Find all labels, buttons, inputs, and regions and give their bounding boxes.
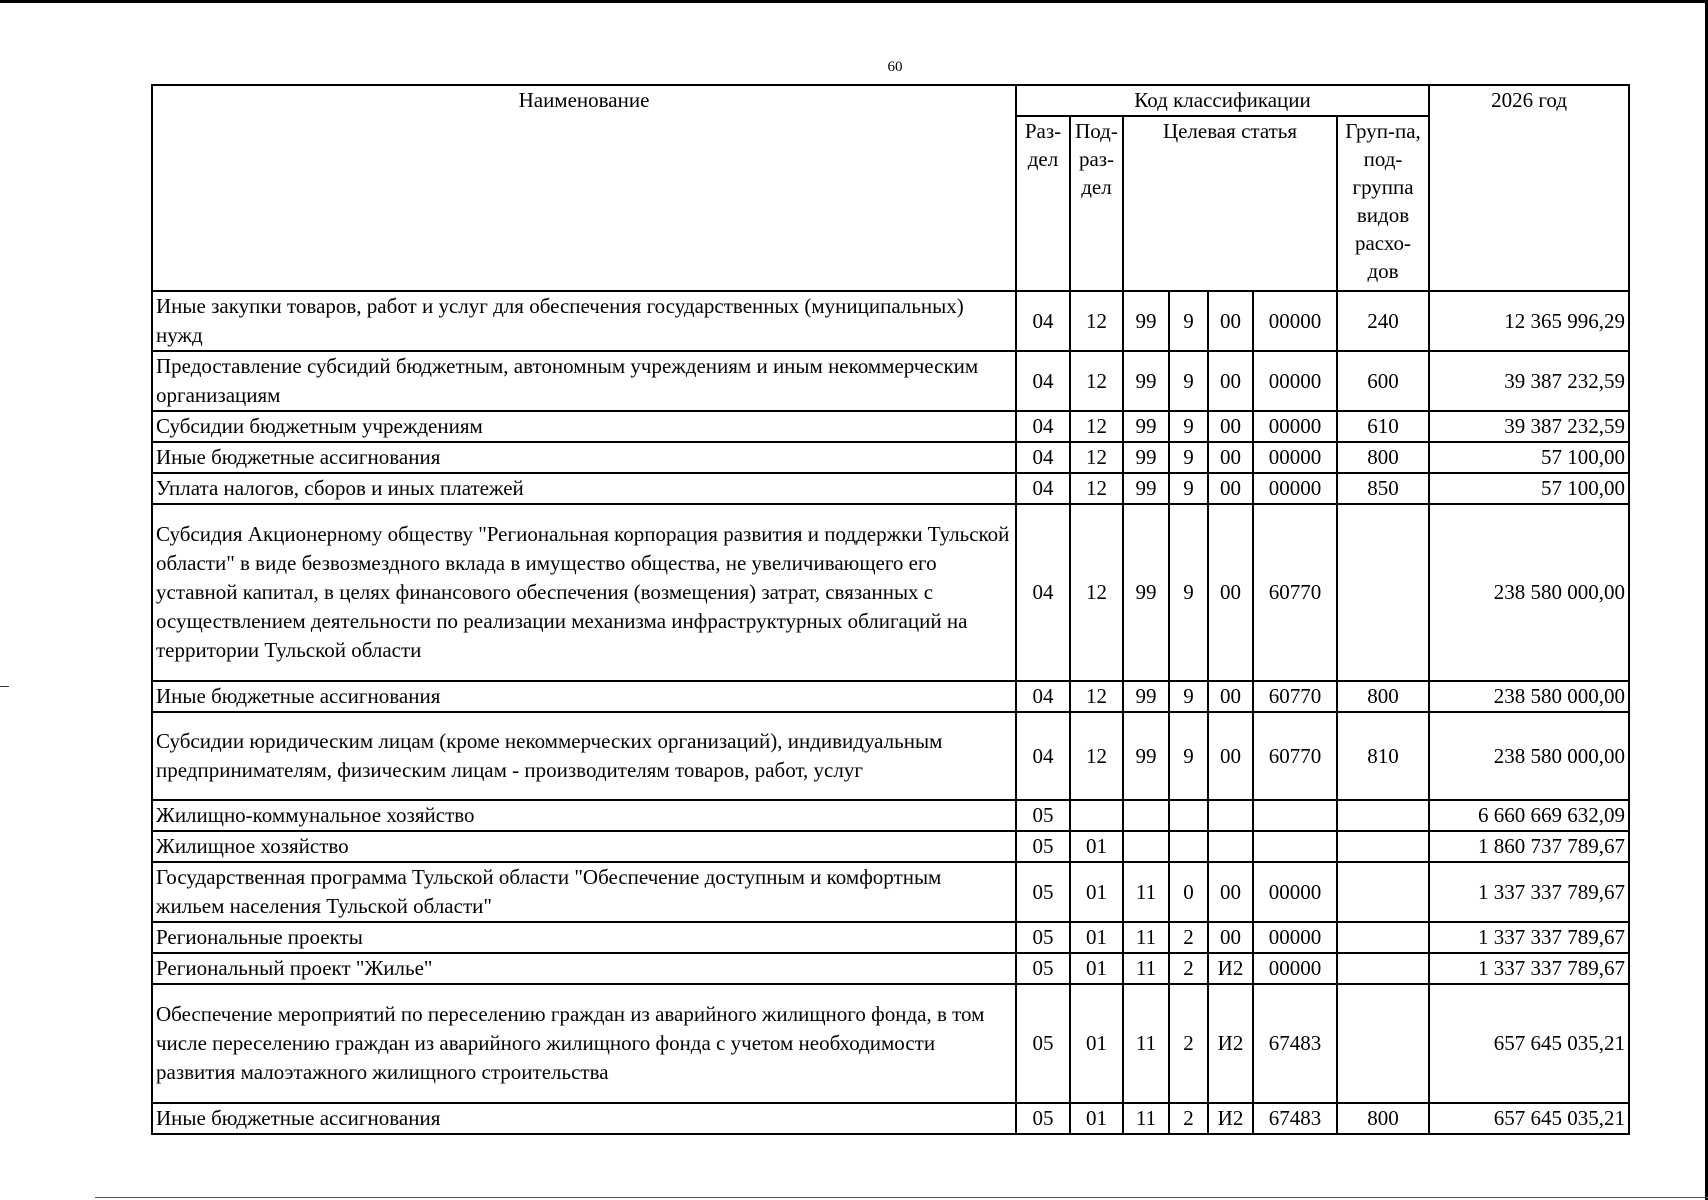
table-row <box>152 504 1629 681</box>
row-amount: 238 580 000,00 <box>1429 712 1629 800</box>
scan-mark <box>0 686 9 687</box>
table-row <box>152 800 1629 831</box>
row-expense-group: 600 <box>1337 351 1429 411</box>
row-expense-group <box>1337 984 1429 1103</box>
row-target-program: 11 <box>1123 922 1169 953</box>
row-target-direction: 00000 <box>1253 351 1337 411</box>
row-target-program <box>1123 800 1169 831</box>
row-target-subprogram: 2 <box>1169 953 1208 984</box>
row-target-event: И2 <box>1208 984 1253 1103</box>
row-name: Региональный проект "Жилье" <box>152 953 1016 984</box>
row-amount: 238 580 000,00 <box>1429 504 1629 681</box>
row-name: Уплата налогов, сборов и иных платежей <box>152 473 1016 504</box>
row-target-direction <box>1253 831 1337 862</box>
row-target-program: 99 <box>1123 681 1169 712</box>
row-amount: 657 645 035,21 <box>1429 984 1629 1103</box>
row-target-program: 99 <box>1123 442 1169 473</box>
row-section: 05 <box>1016 1103 1070 1134</box>
row-target-event: И2 <box>1208 953 1253 984</box>
row-target-direction: 60770 <box>1253 712 1337 800</box>
row-target-event: 00 <box>1208 291 1253 351</box>
row-expense-group: 810 <box>1337 712 1429 800</box>
row-target-subprogram: 9 <box>1169 411 1208 442</box>
row-section: 05 <box>1016 953 1070 984</box>
row-name: Иные бюджетные ассигнования <box>152 681 1016 712</box>
row-target-program: 99 <box>1123 291 1169 351</box>
scan-border-top <box>0 0 1708 3</box>
table-row <box>152 351 1629 411</box>
row-subsection: 12 <box>1070 442 1123 473</box>
row-subsection: 12 <box>1070 291 1123 351</box>
table-row <box>152 473 1629 504</box>
row-subsection: 01 <box>1070 953 1123 984</box>
row-target-subprogram: 9 <box>1169 681 1208 712</box>
row-target-event <box>1208 800 1253 831</box>
row-target-event: 00 <box>1208 681 1253 712</box>
row-target-program: 99 <box>1123 411 1169 442</box>
row-target-program: 99 <box>1123 351 1169 411</box>
table-row <box>152 831 1629 862</box>
scan-border-bottom <box>95 1197 1708 1198</box>
row-amount: 1 337 337 789,67 <box>1429 862 1629 922</box>
table-row <box>152 984 1629 1103</box>
row-name: Государственная программа Тульской области "Обеспечение доступным и комфортным жильем населения Тульской области" <box>152 862 1016 922</box>
row-subsection: 01 <box>1070 1103 1123 1134</box>
row-target-event <box>1208 831 1253 862</box>
row-section: 04 <box>1016 712 1070 800</box>
row-target-event: 00 <box>1208 351 1253 411</box>
row-expense-group <box>1337 800 1429 831</box>
row-target-direction: 60770 <box>1253 681 1337 712</box>
row-target-subprogram: 9 <box>1169 442 1208 473</box>
row-subsection: 12 <box>1070 681 1123 712</box>
row-name: Предоставление субсидий бюджетным, автономным учреждениям и иным некоммерческим организациям <box>152 351 1016 411</box>
row-target-direction <box>1253 800 1337 831</box>
row-target-program: 99 <box>1123 712 1169 800</box>
table-row <box>152 291 1629 351</box>
row-expense-group: 800 <box>1337 1103 1429 1134</box>
row-target-program: 11 <box>1123 862 1169 922</box>
row-target-subprogram <box>1169 831 1208 862</box>
row-section: 05 <box>1016 831 1070 862</box>
row-name: Иные бюджетные ассигнования <box>152 1103 1016 1134</box>
table-row <box>152 1103 1629 1134</box>
row-expense-group: 800 <box>1337 681 1429 712</box>
row-target-direction: 00000 <box>1253 862 1337 922</box>
table-row <box>152 862 1629 922</box>
row-target-subprogram: 9 <box>1169 504 1208 681</box>
row-section: 04 <box>1016 411 1070 442</box>
row-name: Жилищно-коммунальное хозяйство <box>152 800 1016 831</box>
row-name: Иные закупки товаров, работ и услуг для обеспечения государственных (муниципальных) нужд <box>152 291 1016 351</box>
row-expense-group <box>1337 862 1429 922</box>
header-target: Целевая статья <box>1123 116 1337 291</box>
row-target-direction: 00000 <box>1253 473 1337 504</box>
row-section: 05 <box>1016 862 1070 922</box>
row-target-event: И2 <box>1208 1103 1253 1134</box>
header-group: Груп-па, под-группа видов расхо-дов <box>1337 116 1429 291</box>
row-name: Субсидии бюджетным учреждениям <box>152 411 1016 442</box>
row-section: 05 <box>1016 922 1070 953</box>
row-amount: 39 387 232,59 <box>1429 351 1629 411</box>
row-amount: 657 645 035,21 <box>1429 1103 1629 1134</box>
row-expense-group <box>1337 953 1429 984</box>
table-row <box>152 411 1629 442</box>
row-name: Иные бюджетные ассигнования <box>152 442 1016 473</box>
header-name: Наименование <box>152 85 1016 291</box>
row-expense-group <box>1337 831 1429 862</box>
row-section: 05 <box>1016 800 1070 831</box>
page-number: 60 <box>887 59 903 75</box>
row-section: 04 <box>1016 291 1070 351</box>
row-target-direction: 00000 <box>1253 291 1337 351</box>
row-section: 04 <box>1016 351 1070 411</box>
row-target-event: 00 <box>1208 712 1253 800</box>
row-subsection: 12 <box>1070 411 1123 442</box>
row-subsection: 12 <box>1070 712 1123 800</box>
row-target-subprogram: 9 <box>1169 351 1208 411</box>
row-amount: 12 365 996,29 <box>1429 291 1629 351</box>
row-subsection: 12 <box>1070 504 1123 681</box>
row-section: 04 <box>1016 504 1070 681</box>
budget-table <box>151 84 1630 1135</box>
row-amount: 39 387 232,59 <box>1429 411 1629 442</box>
row-name: Обеспечение мероприятий по переселению граждан из аварийного жилищного фонда, в том числе переселению граждан из аварийного жилищного фонда с учетом необходимости развития малоэтажного жилищного строительства <box>152 984 1016 1103</box>
row-target-event: 00 <box>1208 411 1253 442</box>
row-target-direction: 00000 <box>1253 922 1337 953</box>
row-name: Жилищное хозяйство <box>152 831 1016 862</box>
table-row <box>152 953 1629 984</box>
row-subsection: 01 <box>1070 862 1123 922</box>
row-target-subprogram: 2 <box>1169 1103 1208 1134</box>
row-amount: 57 100,00 <box>1429 473 1629 504</box>
row-target-event: 00 <box>1208 862 1253 922</box>
row-section: 05 <box>1016 984 1070 1103</box>
row-name: Региональные проекты <box>152 922 1016 953</box>
row-target-subprogram: 9 <box>1169 473 1208 504</box>
row-target-direction: 67483 <box>1253 984 1337 1103</box>
row-amount: 1 860 737 789,67 <box>1429 831 1629 862</box>
row-target-subprogram: 2 <box>1169 922 1208 953</box>
row-subsection <box>1070 800 1123 831</box>
row-target-event: 00 <box>1208 473 1253 504</box>
row-target-program: 99 <box>1123 473 1169 504</box>
row-target-program: 11 <box>1123 984 1169 1103</box>
row-target-direction: 00000 <box>1253 442 1337 473</box>
row-section: 04 <box>1016 473 1070 504</box>
header-row <box>152 85 1629 116</box>
row-amount: 57 100,00 <box>1429 442 1629 473</box>
header-subsection: Под-раз-дел <box>1070 116 1123 291</box>
row-target-program: 11 <box>1123 1103 1169 1134</box>
header-section: Раз-дел <box>1016 116 1070 291</box>
row-target-program: 11 <box>1123 953 1169 984</box>
table-row <box>152 681 1629 712</box>
row-target-direction: 00000 <box>1253 411 1337 442</box>
table-row <box>152 442 1629 473</box>
row-target-subprogram: 2 <box>1169 984 1208 1103</box>
row-target-event: 00 <box>1208 922 1253 953</box>
row-amount: 1 337 337 789,67 <box>1429 922 1629 953</box>
row-name: Субсидии юридическим лицам (кроме некоммерческих организаций), индивидуальным предпринимателям, физическим лицам - производителям товаров, работ, услуг <box>152 712 1016 800</box>
row-target-event: 00 <box>1208 504 1253 681</box>
row-expense-group <box>1337 504 1429 681</box>
row-target-direction: 60770 <box>1253 504 1337 681</box>
table-row <box>152 712 1629 800</box>
row-expense-group <box>1337 922 1429 953</box>
row-expense-group: 240 <box>1337 291 1429 351</box>
row-name: Субсидия Акционерному обществу "Региональная корпорация развития и поддержки Тульской области" в виде безвозмездного вклада в имущество общества, не увеличивающего его уставной капитал, в целях финансового обеспечения (возмещения) затрат, связанных с осуществлением деятельности по реализации механизма инфраструктурных облигаций на территории Тульской области <box>152 504 1016 681</box>
row-expense-group: 850 <box>1337 473 1429 504</box>
row-amount: 1 337 337 789,67 <box>1429 953 1629 984</box>
row-subsection: 01 <box>1070 831 1123 862</box>
row-amount: 6 660 669 632,09 <box>1429 800 1629 831</box>
row-amount: 238 580 000,00 <box>1429 681 1629 712</box>
table-row <box>152 922 1629 953</box>
row-target-direction: 00000 <box>1253 953 1337 984</box>
row-subsection: 12 <box>1070 351 1123 411</box>
row-subsection: 12 <box>1070 473 1123 504</box>
header-classification: Код классификации <box>1016 85 1429 116</box>
row-target-subprogram: 0 <box>1169 862 1208 922</box>
row-target-subprogram <box>1169 800 1208 831</box>
header-year: 2026 год <box>1429 85 1629 291</box>
row-subsection: 01 <box>1070 922 1123 953</box>
row-target-program <box>1123 831 1169 862</box>
row-target-direction: 67483 <box>1253 1103 1337 1134</box>
row-target-event: 00 <box>1208 442 1253 473</box>
row-target-subprogram: 9 <box>1169 712 1208 800</box>
row-section: 04 <box>1016 442 1070 473</box>
row-expense-group: 610 <box>1337 411 1429 442</box>
row-target-program: 99 <box>1123 504 1169 681</box>
row-subsection: 01 <box>1070 984 1123 1103</box>
row-expense-group: 800 <box>1337 442 1429 473</box>
row-section: 04 <box>1016 681 1070 712</box>
row-target-subprogram: 9 <box>1169 291 1208 351</box>
